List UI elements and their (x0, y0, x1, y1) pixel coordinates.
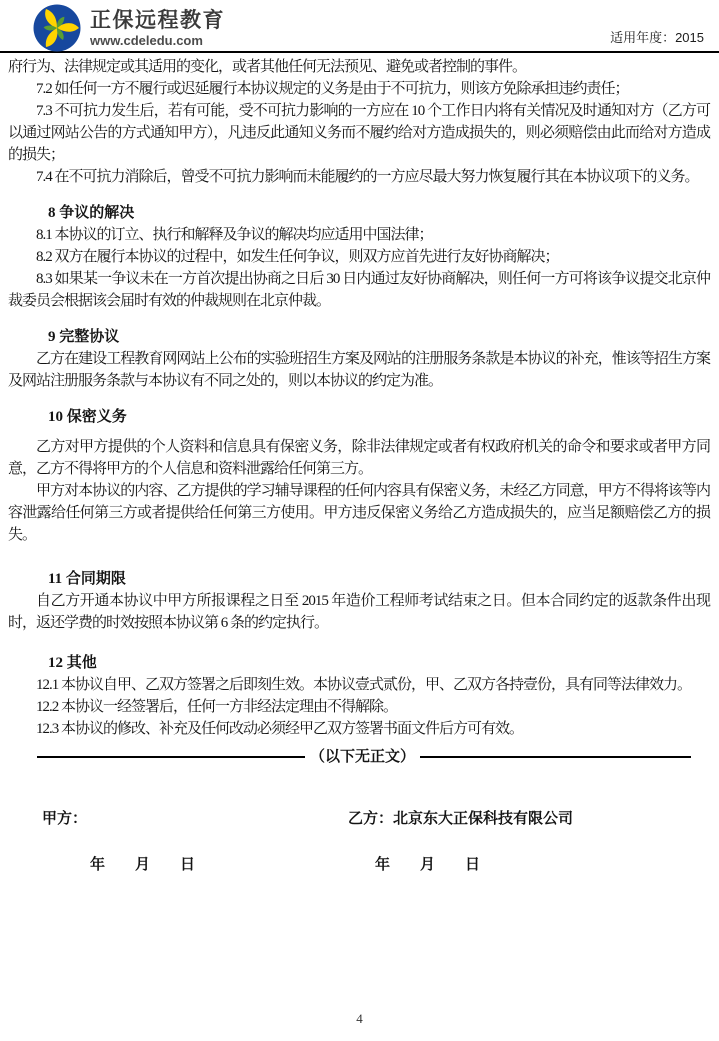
signature-party-row (8, 808, 710, 830)
clause-12-1: 12.1 本协议自甲、乙双方签署之后即刻生效。本协议壹式贰份，甲、乙双方各持壹份，具有同等法律效力。 (36, 677, 692, 693)
party-a-date-line: 年 月 日 (90, 857, 196, 873)
signature-date-row (8, 854, 710, 876)
section-heading-12: 12 其他 (48, 655, 97, 671)
clause-7-1-continuation: 府行为、法律规定或其适用的变化，或者其他任何无法预见、避免或者控制的事件。 (8, 59, 527, 75)
page-number: 4 (356, 1011, 363, 1026)
brand-logo-icon (33, 4, 81, 52)
clause-7-4: 7.4 在不可抗力消除后，曾受不可抗力影响而未能履约的一方应尽最大努力恢复履行其在本协议项下的义务。 (36, 169, 699, 185)
no-more-text-divider (37, 746, 691, 768)
clause-12-2: 12.2 本协议一经签署后，任何一方非经法定理由不得解除。 (36, 699, 398, 715)
contract-body (0, 53, 719, 876)
party-b-date-line: 年 月 日 (375, 857, 481, 873)
clause-11-body: 自乙方开通本协议中甲方所报课程之日至 2015 年造价工程师考试结束之日。但本合同约定的返款条件出现时，返还学费的时效按照本协议第 6 条的约定执行。 (8, 593, 710, 631)
divider-line-left (37, 756, 305, 758)
brand-name: 正保远程教育 (90, 8, 225, 32)
clause-10-para-2: 甲方对本协议的内容、乙方提供的学习辅导课程的任何内容具有保密义务，未经乙方同意，甲方不得将该等内容泄露给任何第三方或者提供给任何第三方使用。甲方违反保密义务给乙方造成损失的，应当足额赔偿乙方的损失。 (8, 483, 710, 543)
clause-12-3: 12.3 本协议的修改、补充及任何改动必须经甲乙双方签署书面文件后方可有效。 (36, 721, 524, 737)
brand-text (90, 9, 225, 48)
brand-block (33, 4, 225, 52)
clause-7-2: 7.2 如任何一方不履行或迟延履行本协议规定的义务是由于不可抗力，则该方免除承担违约责任； (36, 81, 629, 97)
clause-9-body: 乙方在建设工程教育网网站上公布的实验班招生方案及网站的注册服务条款是本协议的补充，惟该等招生方案及网站注册服务条款与本协议有不同之处的，则以本协议的约定为准。 (8, 351, 710, 389)
divider-line-right (420, 756, 691, 758)
clause-8-3: 8.3 如果某一争议未在一方首次提出协商之日后 30 日内通过友好协商解决，则任何一方可将该争议提交北京仲裁委员会根据该会届时有效的仲裁规则在北京仲裁。 (8, 271, 710, 309)
page-header (0, 0, 719, 53)
section-heading-10: 10 保密义务 (48, 409, 127, 425)
clause-8-2: 8.2 双方在履行本协议的过程中，如发生任何争议，则双方应首先进行友好协商解决； (36, 249, 559, 265)
clause-7-3: 7.3 不可抗力发生后，若有可能，受不可抗力影响的一方应在 10 个工作日内将有关情况及时通知对方（乙方可以通过网站公告的方式通知甲方），凡违反此通知义务而不履约给对方造成损失的，则必须赔偿由此而给对方造成的损失； (8, 103, 710, 163)
section-heading-8: 8 争议的解决 (48, 205, 135, 221)
clause-10-para-1: 乙方对甲方提供的个人资料和信息具有保密义务，除非法律规定或者有权政府机关的命令和要求或者甲方同意，乙方不得将甲方的个人信息和资料泄露给任何第三方。 (8, 439, 710, 477)
clause-8-1: 8.1 本协议的订立、执行和解释及争议的解决均应适用中国法律； (36, 227, 433, 243)
divider-label: （以下无正文） (310, 749, 416, 765)
party-b-label: 乙方：北京东大正保科技有限公司 (348, 811, 574, 827)
section-heading-11: 11 合同期限 (48, 571, 126, 587)
party-a-label: 甲方： (42, 811, 88, 827)
brand-url: www.cdeledu.com (90, 32, 203, 48)
section-heading-9: 9 完整协议 (48, 329, 120, 345)
applicable-year-label: 适用年度：2015 (610, 30, 704, 45)
